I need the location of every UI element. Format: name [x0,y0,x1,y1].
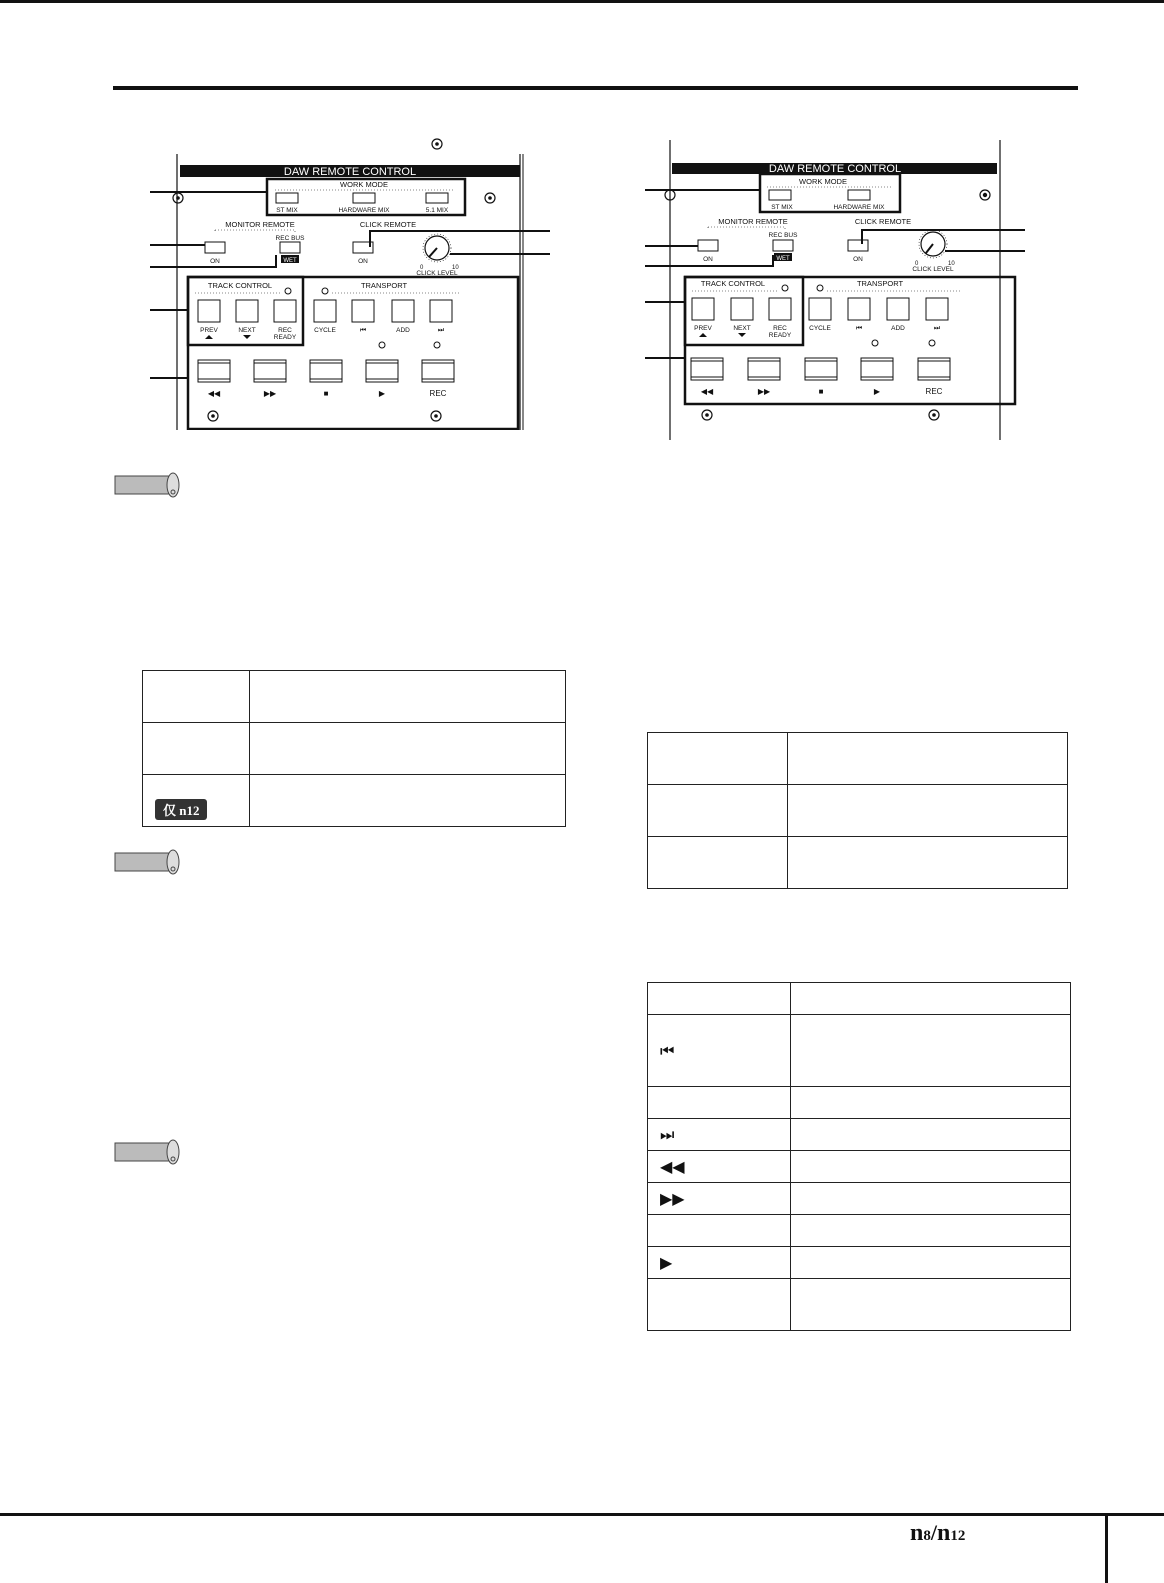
note-icon [113,1137,183,1165]
svg-text:MONITOR REMOTE: MONITOR REMOTE [225,220,295,229]
svg-text:READY: READY [768,332,792,339]
svg-text:WET: WET [283,258,297,264]
svg-text:REC: REC [429,389,447,398]
svg-text:⏮: ⏮ [359,327,367,334]
svg-text:▶: ▶ [378,389,386,398]
model-name: n8/n12 [910,1520,966,1546]
svg-text:▶▶: ▶▶ [263,389,277,398]
svg-text:WORK MODE: WORK MODE [799,177,847,186]
svg-text:CLICK LEVEL: CLICK LEVEL [416,270,458,277]
svg-text:⏭: ⏭ [933,325,941,332]
fast-forward-icon: ▶▶ [660,1189,685,1208]
work-mode-table [142,670,566,827]
svg-text:REC: REC [278,327,292,334]
svg-text:DAW REMOTE CONTROL: DAW REMOTE CONTROL [768,163,902,175]
n8-panel-diagram [645,130,1025,440]
n12-panel-diagram [150,130,550,430]
svg-text:ST MIX: ST MIX [771,204,793,211]
svg-text:CLICK LEVEL: CLICK LEVEL [912,266,954,273]
svg-text:HARDWARE MIX: HARDWARE MIX [338,207,390,214]
note-icon [113,847,183,875]
svg-text:WORK MODE: WORK MODE [340,180,388,189]
svg-text:ST MIX: ST MIX [276,207,298,214]
transport-table [647,982,1071,1331]
svg-text:■: ■ [818,387,824,396]
svg-text:ON: ON [703,256,713,263]
svg-text:REC BUS: REC BUS [275,235,305,242]
panel-title: DAW REMOTE CONTROL [283,166,417,178]
svg-text:READY: READY [273,334,297,341]
svg-text:▶▶: ▶▶ [757,387,771,396]
note-icon [113,470,183,498]
svg-text:◀◀: ◀◀ [700,387,714,396]
svg-text:CLICK REMOTE: CLICK REMOTE [854,217,912,226]
svg-text:NEXT: NEXT [238,327,256,334]
svg-text:TRACK CONTROL: TRACK CONTROL [700,279,766,288]
to-end-icon: ⏭ [660,1124,675,1144]
svg-text:PREV: PREV [694,325,712,332]
svg-text:■: ■ [323,389,329,398]
rewind-icon: ◀◀ [660,1157,685,1176]
footer-rule [0,1513,1164,1516]
svg-text:CLICK REMOTE: CLICK REMOTE [359,220,417,229]
svg-text:ON: ON [853,256,863,263]
svg-text:WET: WET [776,256,790,262]
svg-text:▶: ▶ [873,387,881,396]
svg-text:REC: REC [773,325,787,332]
play-icon: ▶ [660,1253,673,1272]
svg-text:0: 0 [915,261,919,267]
svg-text:CYCLE: CYCLE [314,327,336,334]
svg-text:REC BUS: REC BUS [768,232,798,239]
svg-text:ADD: ADD [891,325,905,332]
svg-text:CYCLE: CYCLE [809,325,831,332]
n12-only-badge: 仅 n12 [155,799,207,820]
svg-text:◀◀: ◀◀ [207,389,221,398]
monitor-remote-table [647,732,1068,889]
header-rule [113,86,1078,90]
svg-text:REC: REC [925,387,943,396]
top-border [0,0,1164,3]
svg-text:NEXT: NEXT [733,325,751,332]
svg-text:TRANSPORT: TRANSPORT [360,281,408,290]
svg-text:TRANSPORT: TRANSPORT [856,279,904,288]
svg-text:TRACK CONTROL: TRACK CONTROL [207,281,273,290]
svg-text:ON: ON [358,258,368,265]
svg-text:ON: ON [210,258,220,265]
svg-text:HARDWARE MIX: HARDWARE MIX [833,204,885,211]
svg-text:⏮: ⏮ [855,325,863,332]
svg-text:0: 0 [420,265,424,271]
svg-text:5.1 MIX: 5.1 MIX [425,207,449,214]
footer-corner [1105,1513,1108,1583]
svg-text:MONITOR REMOTE: MONITOR REMOTE [718,217,788,226]
to-start-icon: ⏮ [660,1040,675,1060]
svg-text:10: 10 [948,261,955,267]
svg-text:ADD: ADD [396,327,410,334]
svg-text:⏭: ⏭ [437,327,445,334]
svg-text:PREV: PREV [200,327,218,334]
svg-text:10: 10 [452,265,459,271]
